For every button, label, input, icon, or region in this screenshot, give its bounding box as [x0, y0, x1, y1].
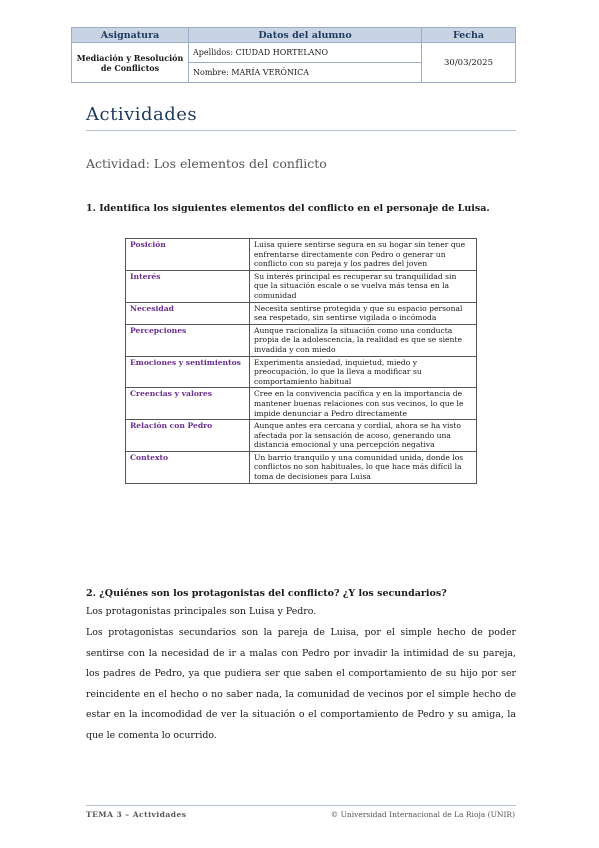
header-date-label: Fecha	[422, 28, 516, 43]
element-key: Creencias y valores	[126, 388, 250, 420]
table-row	[126, 239, 477, 271]
element-key: Contexto	[126, 451, 250, 483]
table-row	[126, 270, 477, 302]
element-value: Luisa quiere sentirse segura en su hogar sin tener que enfrentarse directamente con Pedro o generar un conflicto con su pareja y los padres del joven	[250, 239, 477, 271]
element-value: Un barrio tranquilo y una comunidad unida, donde los conflictos no son habituales, lo que hace más difícil la toma de decisiones para Luisa	[250, 451, 477, 483]
footer-topic: TEMA 3 – Actividades	[86, 810, 187, 819]
element-value: Experimenta ansiedad, inquietud, miedo y preocupación, lo que la lleva a modificar su comportamiento habitual	[250, 356, 477, 388]
student-surname: Apellidos: CIUDAD HORTELANO	[189, 43, 422, 63]
header-student-label: Datos del alumno	[189, 28, 422, 43]
question-2: 2. ¿Quiénes son los protagonistas del conflicto? ¿Y los secundarios?	[86, 588, 447, 599]
header-subject-label: Asignatura	[72, 28, 189, 43]
element-key: Relación con Pedro	[126, 420, 250, 452]
element-key: Interés	[126, 270, 250, 302]
footer-divider	[86, 805, 516, 806]
element-value: Necesita sentirse protegida y que su espacio personal sea respetado, sin sentirse vigilada o incómoda	[250, 302, 477, 324]
question-1: 1. Identifica los siguientes elementos del conflicto en el personaje de Luisa.	[86, 203, 490, 214]
element-key: Percepciones	[126, 324, 250, 356]
activity-subtitle: Actividad: Los elementos del conflicto	[86, 156, 327, 171]
footer-copyright: © Universidad Internacional de La Rioja (UNIR)	[330, 810, 515, 819]
conflict-elements-table	[125, 238, 477, 484]
table-row	[126, 302, 477, 324]
element-key: Emociones y sentimientos	[126, 356, 250, 388]
element-key: Posición	[126, 239, 250, 271]
element-value: Aunque antes era cercana y cordial, ahora se ha visto afectada por la sensación de acoso, generando una distancia emocional y una percepción negativa	[250, 420, 477, 452]
table-row	[126, 451, 477, 483]
table-row	[126, 420, 477, 452]
student-name: Nombre: MARÍA VERÓNICA	[189, 63, 422, 83]
subject-name: Mediación y Resolución de Conflictos	[72, 43, 189, 83]
element-value: Cree en la convivencia pacífica y en la importancia de mantener buenas relaciones con sus vecinos, lo que le impide denunciar a Pedro directamente	[250, 388, 477, 420]
table-row	[126, 388, 477, 420]
table-row	[126, 324, 477, 356]
element-value: Su interés principal es recuperar su tranquilidad sin que la situación escale o se vuelva más tensa en la comunidad	[250, 270, 477, 302]
page-title: Actividades	[86, 104, 198, 125]
header-table	[71, 27, 516, 83]
table-row	[126, 356, 477, 388]
title-divider	[86, 130, 516, 131]
answer-2-paragraph-1: Los protagonistas principales son Luisa y Pedro.	[86, 606, 317, 617]
submission-date: 30/03/2025	[422, 43, 516, 83]
element-key: Necesidad	[126, 302, 250, 324]
answer-2-paragraph-2: Los protagonistas secundarios son la pareja de Luisa, por el simple hecho de poder sentirse con la necesidad de ir a malas con Pedro por invadir la intimidad de su pareja, los padres de Pedro, ya que pudiera ser que saben el comportamiento de su hijo por ser reincidente en el hecho o no saber nada, la comunidad de vecinos por el simple hecho de estar en la incomodidad de ver la situación o el comportamiento de Pedro y su amiga, la que le comenta lo ocurrido.	[86, 627, 516, 741]
element-value: Aunque racionaliza la situación como una conducta propia de la adolescencia, la realidad es que se siente invadida y con miedo	[250, 324, 477, 356]
